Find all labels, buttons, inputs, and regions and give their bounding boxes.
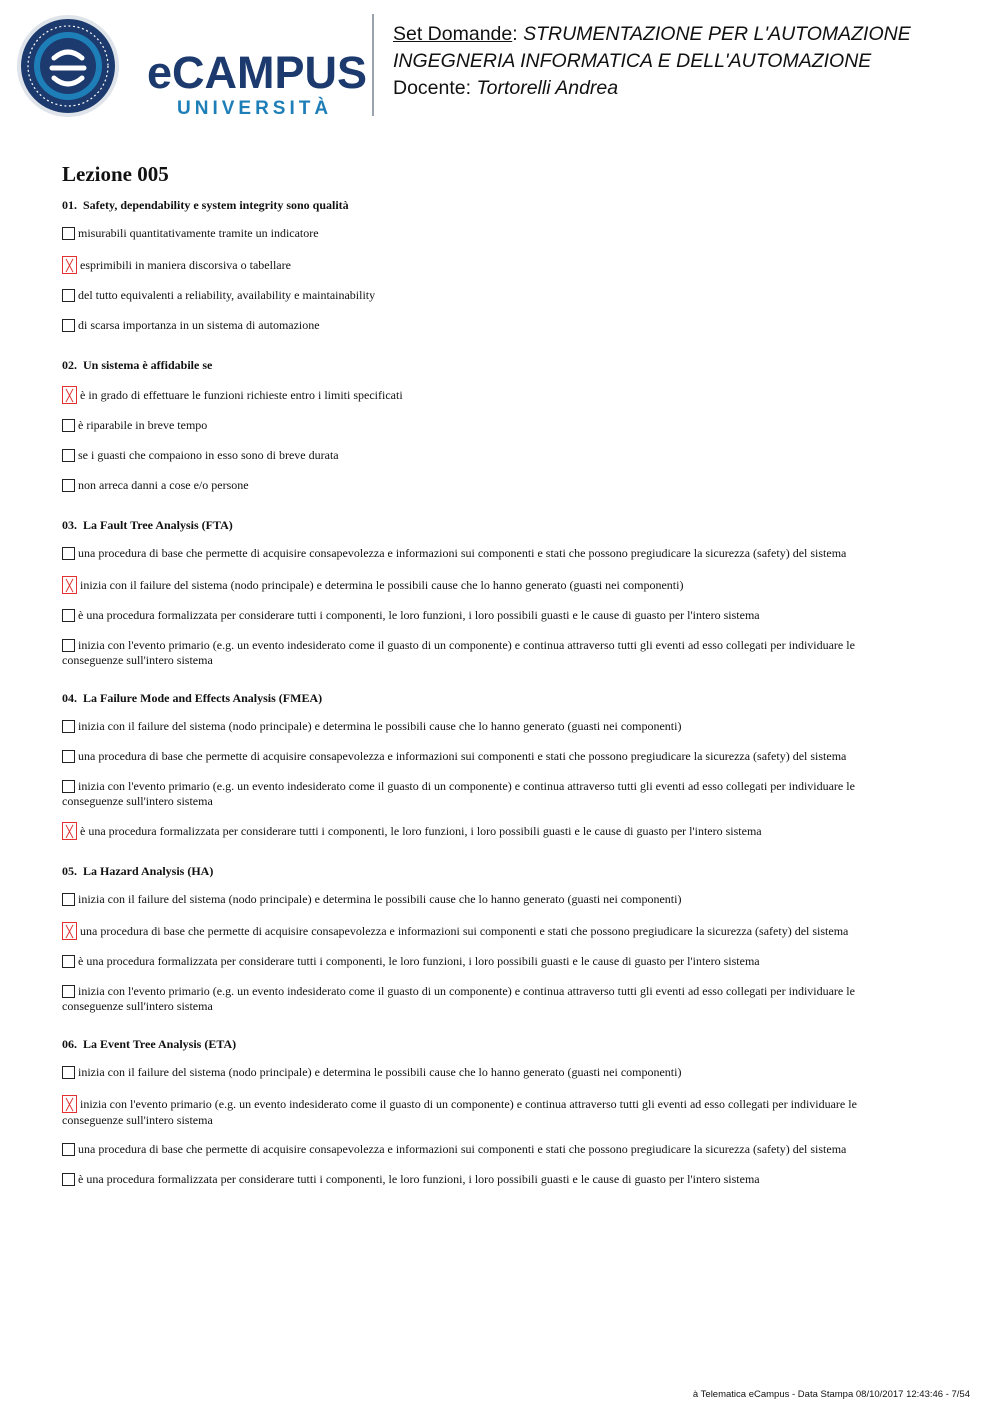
checkbox-icon[interactable] <box>62 720 75 733</box>
answer-option <box>62 544 902 562</box>
answer-option <box>62 890 902 908</box>
question-title <box>62 518 902 532</box>
checkbox-icon[interactable] <box>62 319 75 332</box>
checked-box-icon[interactable] <box>62 822 77 840</box>
question-text: La Fault Tree Analysis (FTA) <box>83 518 233 532</box>
answer-text: esprimibili in maniera discorsiva o tabellare <box>80 258 291 272</box>
teacher-line <box>393 75 973 102</box>
question-title <box>62 198 902 212</box>
answer-option <box>62 416 902 434</box>
answer-option <box>62 606 902 624</box>
checkbox-icon[interactable] <box>62 750 75 763</box>
answer-text: inizia con l'evento primario (e.g. un evento indesiderato come il guasto di un componente) e continua attraverso tutti gli eventi ad esso collegati per individuare le conseguenze sull'intero sistema <box>62 984 855 1013</box>
answer-option <box>62 286 902 304</box>
question-block <box>62 518 902 667</box>
checkbox-icon[interactable] <box>62 893 75 906</box>
answer-option <box>62 952 902 970</box>
checked-box-icon[interactable] <box>62 576 77 594</box>
answer-option <box>62 446 902 464</box>
answer-text: una procedura di base che permette di acquisire consapevolezza e informazioni sui componenti e stati che possono pregiudicare la sicurezza (safety) del sistema <box>78 546 847 560</box>
answer-text: una procedura di base che permette di acquisire consapevolezza e informazioni sui componenti e stati che possono pregiudicare la sicurezza (safety) del sistema <box>80 924 849 938</box>
question-block <box>62 358 902 494</box>
question-title <box>62 1037 902 1051</box>
answer-text: inizia con l'evento primario (e.g. un evento indesiderato come il guasto di un componente) e continua attraverso tutti gli eventi ad esso collegati per individuare le conseguenze sull'intero sistema <box>62 638 855 667</box>
checkbox-icon[interactable] <box>62 227 75 240</box>
answer-text: inizia con il failure del sistema (nodo principale) e determina le possibili cause che lo hanno generato (guasti nei componenti) <box>78 719 682 733</box>
answer-text: di scarsa importanza in un sistema di automazione <box>78 318 320 332</box>
question-block <box>62 1037 902 1188</box>
question-number: 05. <box>62 864 77 878</box>
page-footer: à Telematica eCampus - Data Stampa 08/10/2017 12:43:46 - 7/54 <box>692 1389 970 1400</box>
question-list <box>62 198 902 1188</box>
checked-box-icon[interactable] <box>62 256 77 274</box>
header-divider <box>372 14 374 116</box>
question-text: La Failure Mode and Effects Analysis (FMEA) <box>83 691 323 705</box>
question-number: 03. <box>62 518 77 532</box>
question-block <box>62 198 902 334</box>
checkbox-icon[interactable] <box>62 289 75 302</box>
answer-option <box>62 476 902 494</box>
question-number: 04. <box>62 691 77 705</box>
answer-option <box>62 636 902 667</box>
answer-option <box>62 574 902 594</box>
checkbox-icon[interactable] <box>62 419 75 432</box>
checkbox-icon[interactable] <box>62 1066 75 1079</box>
checkbox-icon[interactable] <box>62 547 75 560</box>
answer-text: è una procedura formalizzata per considerare tutti i componenti, le loro funzioni, i loro possibili guasti e le cause di guasto per l'intero sistema <box>78 954 760 968</box>
answer-option <box>62 316 902 334</box>
answer-option <box>62 717 902 735</box>
answer-text: inizia con il failure del sistema (nodo principale) e determina le possibili cause che lo hanno generato (guasti nei componenti) <box>80 578 684 592</box>
teacher-label: Docente: <box>393 77 472 99</box>
answer-option <box>62 1063 902 1081</box>
answer-option <box>62 384 902 404</box>
answer-option <box>62 820 902 840</box>
teacher-name: Tortorelli Andrea <box>476 77 619 99</box>
answer-option <box>62 1170 902 1188</box>
set-line: Set Domande: STRUMENTAZIONE PER L'AUTOMAZIONE <box>393 23 911 45</box>
question-number: 01. <box>62 198 77 212</box>
answer-text: del tutto equivalenti a reliability, availability e maintainability <box>78 288 376 302</box>
answer-option <box>62 777 902 808</box>
checked-box-icon[interactable] <box>62 1095 77 1113</box>
answer-text: è in grado di effettuare le funzioni richieste entro i limiti specificati <box>80 388 403 402</box>
checkbox-icon[interactable] <box>62 1143 75 1156</box>
checkbox-icon[interactable] <box>62 1173 75 1186</box>
answer-text: misurabili quantitativamente tramite un indicatore <box>78 226 319 240</box>
answer-option <box>62 224 902 242</box>
checkbox-icon[interactable] <box>62 985 75 998</box>
course-name: INGEGNERIA INFORMATICA E DELL'AUTOMAZIONE <box>393 50 872 72</box>
lesson-title: Lezione 005 <box>62 162 169 186</box>
checkbox-icon[interactable] <box>62 479 75 492</box>
checked-box-icon[interactable] <box>62 922 77 940</box>
answer-option <box>62 747 902 765</box>
answer-text: inizia con il failure del sistema (nodo principale) e determina le possibili cause che lo hanno generato (guasti nei componenti) <box>78 892 682 906</box>
answer-text: inizia con il failure del sistema (nodo principale) e determina le possibili cause che lo hanno generato (guasti nei componenti) <box>78 1065 682 1079</box>
question-title <box>62 691 902 705</box>
ecampus-logo <box>16 14 368 119</box>
answer-text: non arreca danni a cose e/o persone <box>78 478 249 492</box>
question-text: Un sistema è affidabile se <box>83 358 213 372</box>
checkbox-icon[interactable] <box>62 955 75 968</box>
checkbox-icon[interactable] <box>62 639 75 652</box>
question-block <box>62 691 902 840</box>
brand-name: eCAMPUS <box>147 47 368 98</box>
answer-text: è una procedura formalizzata per considerare tutti i componenti, le loro funzioni, i loro possibili guasti e le cause di guasto per l'intero sistema <box>78 608 760 622</box>
answer-option <box>62 982 902 1013</box>
question-set <box>62 162 902 1212</box>
question-text: La Event Tree Analysis (ETA) <box>83 1037 237 1051</box>
question-number: 06. <box>62 1037 77 1051</box>
question-text: Safety, dependability e system integrity sono qualità <box>83 198 349 212</box>
answer-text: è una procedura formalizzata per considerare tutti i componenti, le loro funzioni, i loro possibili guasti e le cause di guasto per l'intero sistema <box>80 824 762 838</box>
answer-text: una procedura di base che permette di acquisire consapevolezza e informazioni sui componenti e stati che possono pregiudicare la sicurezza (safety) del sistema <box>78 1141 847 1156</box>
answer-option <box>62 254 902 274</box>
question-text: La Hazard Analysis (HA) <box>83 864 214 878</box>
answer-option <box>62 1140 902 1158</box>
set-title: STRUMENTAZIONE PER L'AUTOMAZIONE <box>523 23 911 45</box>
answer-option <box>62 1093 902 1128</box>
answer-option <box>62 920 902 940</box>
answer-text: è una procedura formalizzata per considerare tutti i componenti, le loro funzioni, i loro possibili guasti e le cause di guasto per l'intero sistema <box>78 1171 760 1186</box>
checked-box-icon[interactable] <box>62 386 77 404</box>
checkbox-icon[interactable] <box>62 780 75 793</box>
university-seal-icon <box>16 14 120 118</box>
answer-text: inizia con l'evento primario (e.g. un evento indesiderato come il guasto di un componente) e continua attraverso tutti gli eventi ad esso collegati per individuare le conseguenze sull'intero sistema <box>62 779 855 808</box>
question-number: 02. <box>62 358 77 372</box>
checkbox-icon[interactable] <box>62 449 75 462</box>
answer-text: se i guasti che compaiono in esso sono di breve durata <box>78 448 339 462</box>
header-info <box>393 21 973 102</box>
answer-text: inizia con l'evento primario (e.g. un evento indesiderato come il guasto di un componente) e continua attraverso tutti gli eventi ad esso collegati per individuare le conseguenze sull'intero sistema <box>62 1097 857 1127</box>
brand-subtitle: UNIVERSITÀ <box>177 98 333 119</box>
set-label: Set Domande <box>393 23 513 45</box>
question-block <box>62 864 902 1013</box>
answer-text: una procedura di base che permette di acquisire consapevolezza e informazioni sui componenti e stati che possono pregiudicare la sicurezza (safety) del sistema <box>78 749 847 763</box>
question-title <box>62 358 902 372</box>
answer-text: è riparabile in breve tempo <box>78 418 208 432</box>
question-title <box>62 864 902 878</box>
checkbox-icon[interactable] <box>62 609 75 622</box>
